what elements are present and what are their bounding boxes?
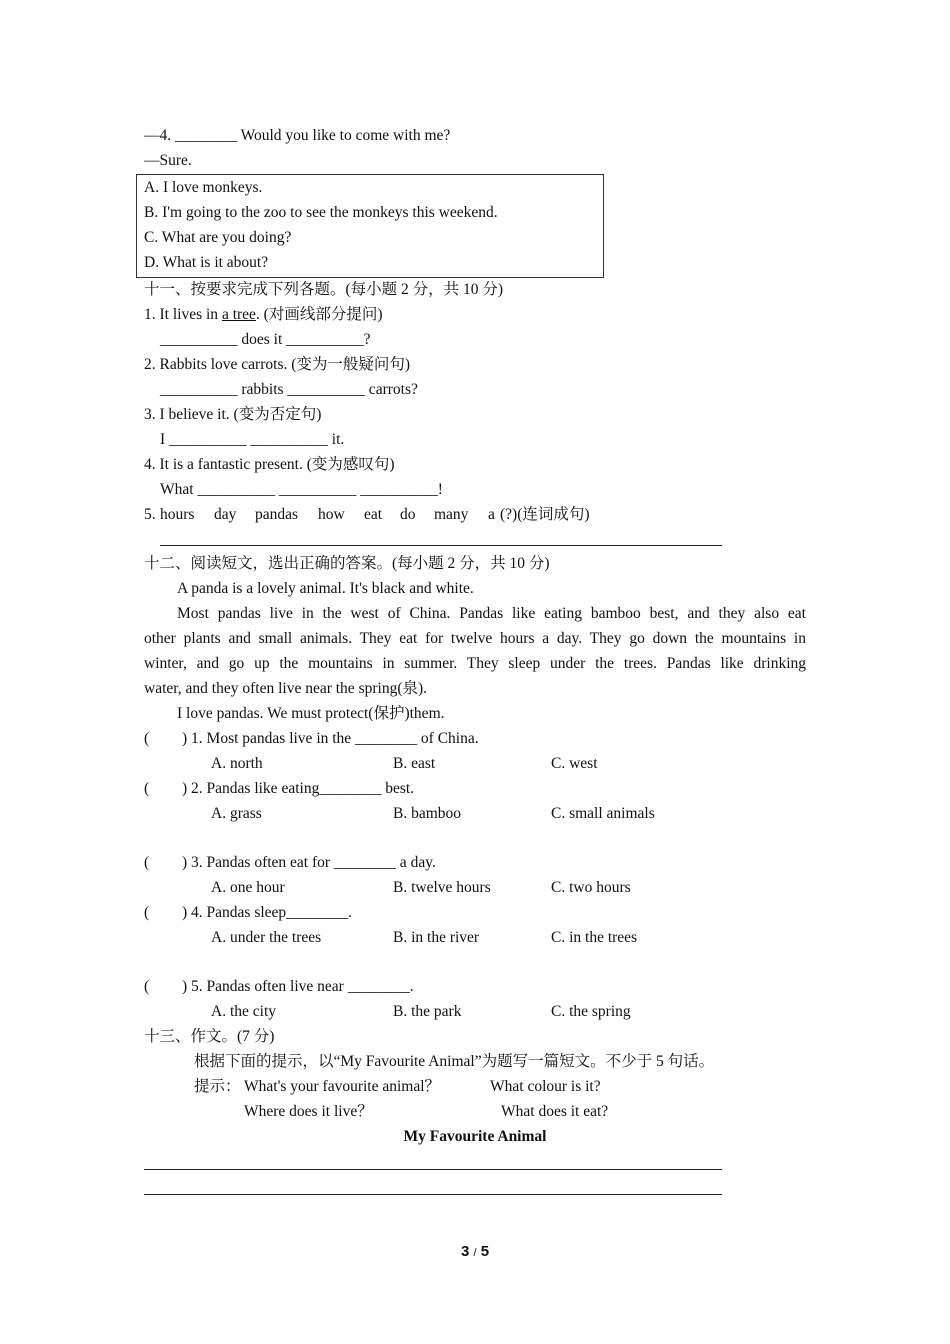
answer-paren: ( — [144, 730, 150, 747]
s11-answer-3: I __________ __________ it. — [160, 431, 345, 448]
s11-answer-4: What __________ __________ __________! — [160, 481, 443, 498]
s11-question-2: 2. Rabbits love carrots. (变为一般疑问句) — [144, 356, 411, 373]
hint-question: Where does it live？ — [244, 1103, 373, 1120]
section-11-heading: 十一、按要求完成下列各题。(每小题 2 分，共 10 分) — [144, 281, 504, 298]
option-d: D. What is it about? — [144, 254, 269, 271]
page-sep: / — [473, 1247, 477, 1259]
q1-underlined: a tree — [221, 306, 256, 323]
passage-line: water, and they often live near the spring(泉). — [144, 680, 428, 697]
choice-a: A. one hour — [211, 879, 285, 896]
passage-paragraph-1: A panda is a lovely animal. It's black and white. — [177, 580, 474, 597]
choice-c: C. two hours — [551, 879, 631, 896]
passage-line: other plants and small animals. They eat for twelve hours a day. They go down the mountains in — [144, 630, 806, 647]
q5-word: day — [214, 506, 237, 523]
answer-paren: ( — [144, 978, 150, 995]
page-number — [0, 1243, 950, 1260]
answer-paren: ( — [144, 854, 150, 871]
choice-c: C. small animals — [551, 805, 655, 822]
choice-a: A. under the trees — [211, 929, 322, 946]
choice-c: C. in the trees — [551, 929, 638, 946]
passage-line: Most pandas live in the west of China. Pandas like eating bamboo best, and they also eat — [177, 605, 806, 622]
q5-tail: (?)(连词成句) — [500, 506, 590, 523]
q5-word: a — [488, 506, 495, 523]
q5-label: 5. — [144, 506, 156, 523]
page-total: 5 — [480, 1243, 490, 1260]
choice-c: C. west — [551, 755, 598, 772]
answer-paren: ( — [144, 904, 150, 921]
hint-question: What does it eat? — [501, 1103, 609, 1120]
s11-question-4: 4. It is a fantastic present. (变为感叹句) — [144, 456, 395, 473]
q5-word: many — [434, 506, 469, 523]
choice-a: A. north — [211, 755, 263, 772]
answer-paren: ( — [144, 780, 150, 797]
q5-word: hours — [160, 506, 195, 523]
passage-paragraph-3: I love pandas. We must protect(保护)them. — [177, 705, 445, 722]
section-12-heading: 十二、阅读短文，选出正确的答案。(每小题 2 分，共 10 分) — [144, 555, 550, 572]
writing-line — [144, 1169, 722, 1170]
hint-label: 提示： — [194, 1078, 241, 1095]
option-c: C. What are you doing? — [144, 229, 292, 246]
s11-answer-1: __________ does it __________? — [160, 331, 371, 348]
dialogue-reply: —Sure. — [144, 152, 192, 169]
page-current: 3 — [460, 1243, 470, 1260]
writing-instruction: 根据下面的提示，以“My Favourite Animal”为题写一篇短文。不少于 5 句话。 — [194, 1053, 715, 1070]
choice-b: B. east — [393, 755, 436, 772]
choice-c: C. the spring — [551, 1003, 631, 1020]
s11-answer-2: __________ rabbits __________ carrots? — [160, 381, 418, 398]
s11-question-1 — [144, 305, 383, 325]
choice-a: A. the city — [211, 1003, 276, 1020]
passage-line: winter, and go up the mountains in summer. They sleep under the trees. Pandas like drinking — [144, 655, 806, 672]
choice-b: B. in the river — [393, 929, 480, 946]
option-a: A. I love monkeys. — [144, 179, 263, 196]
q1-pre: 1. It lives in — [144, 306, 222, 323]
reading-question-stem: ) 5. Pandas often live near ________. — [182, 978, 414, 995]
reading-question-stem: ) 3. Pandas often eat for ________ a day. — [182, 854, 436, 871]
dialogue-line-4: —4. ________ Would you like to come with me? — [144, 127, 451, 144]
choice-b: B. bamboo — [393, 805, 462, 822]
choice-b: B. the park — [393, 1003, 462, 1020]
essay-title: My Favourite Animal — [403, 1128, 547, 1145]
hint-question: What's your favourite animal？ — [244, 1078, 441, 1095]
writing-line — [144, 1194, 722, 1195]
q5-word: do — [400, 506, 416, 523]
reading-question-stem: ) 4. Pandas sleep________. — [182, 904, 353, 921]
section-13-heading: 十三、作文。(7 分) — [144, 1028, 275, 1045]
q5-word: eat — [364, 506, 383, 523]
hint-question: What colour is it? — [490, 1078, 601, 1095]
q5-word: how — [318, 506, 345, 523]
reading-question-stem: ) 2. Pandas like eating________ best. — [182, 780, 415, 797]
q5-word: pandas — [255, 506, 299, 523]
s11-question-3: 3. I believe it. (变为否定句) — [144, 406, 322, 423]
q1-post: . (对画线部分提问) — [255, 306, 383, 323]
q5-answer-line — [160, 545, 722, 546]
choice-a: A. grass — [211, 805, 262, 822]
reading-question-stem: ) 1. Most pandas live in the ________ of China. — [182, 730, 479, 747]
choice-b: B. twelve hours — [393, 879, 491, 896]
option-b: B. I'm going to the zoo to see the monkeys this weekend. — [144, 204, 498, 221]
